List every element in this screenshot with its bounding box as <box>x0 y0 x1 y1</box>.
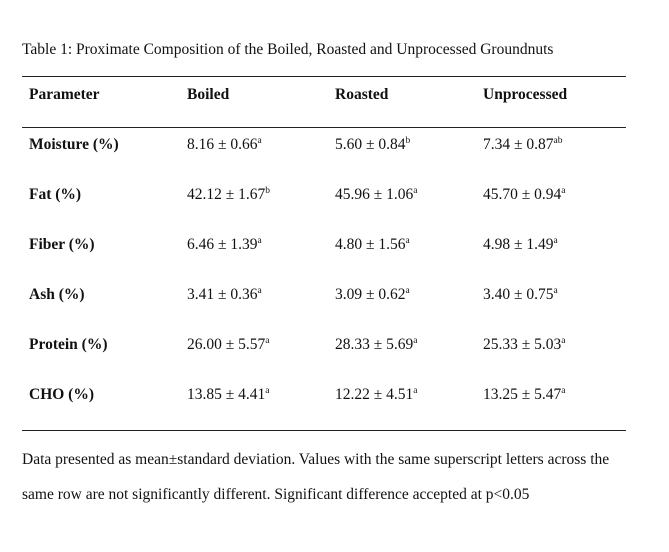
significance-superscript: ab <box>553 135 563 146</box>
table-cell-unprocessed <box>483 285 558 305</box>
cell-value: 45.96 ± 1.06 <box>335 186 414 203</box>
cell-value: 13.85 ± 4.41 <box>187 386 266 403</box>
table-cell-boiled <box>187 285 262 305</box>
cell-value: 12.22 ± 4.51 <box>335 386 414 403</box>
cell-value: 3.40 ± 0.75 <box>483 286 554 303</box>
table-cell-boiled <box>187 235 262 255</box>
table-cell-roasted <box>335 185 417 205</box>
table-top-rule <box>22 76 626 77</box>
table-cell-roasted <box>335 135 410 155</box>
significance-superscript: a <box>561 385 566 396</box>
table-cell-unprocessed <box>483 135 562 155</box>
cell-value: 4.98 ± 1.49 <box>483 236 554 253</box>
header-unprocessed: Unprocessed <box>483 86 568 103</box>
table-row-parameter: Fiber (%) <box>29 236 95 253</box>
significance-superscript: a <box>257 235 262 246</box>
table-cell-unprocessed <box>483 385 565 405</box>
table-cell-boiled <box>187 335 269 355</box>
header-parameter: Parameter <box>29 86 100 103</box>
significance-superscript: a <box>561 335 566 346</box>
table-row-parameter: CHO (%) <box>29 386 95 403</box>
table-row-parameter: Fat (%) <box>29 186 82 203</box>
table-caption: Table 1: Proximate Composition of the Boiled, Roasted and Unprocessed Groundnuts <box>22 41 554 58</box>
table-row-parameter: Protein (%) <box>29 336 108 353</box>
cell-value: 25.33 ± 5.03 <box>483 336 562 353</box>
table-cell-roasted <box>335 335 417 355</box>
significance-superscript: a <box>561 185 566 196</box>
cell-value: 28.33 ± 5.69 <box>335 336 414 353</box>
cell-value: 13.25 ± 5.47 <box>483 386 562 403</box>
cell-value: 8.16 ± 0.66 <box>187 136 258 153</box>
cell-value: 6.46 ± 1.39 <box>187 236 258 253</box>
significance-superscript: a <box>405 235 410 246</box>
cell-value: 3.41 ± 0.36 <box>187 286 258 303</box>
table-cell-unprocessed <box>483 335 565 355</box>
header-boiled: Boiled <box>187 86 230 103</box>
cell-value: 7.34 ± 0.87 <box>483 136 554 153</box>
header-roasted: Roasted <box>335 86 389 103</box>
cell-value: 4.80 ± 1.56 <box>335 236 406 253</box>
table-cell-unprocessed <box>483 235 558 255</box>
table-cell-roasted <box>335 235 410 255</box>
cell-value: 5.60 ± 0.84 <box>335 136 406 153</box>
significance-superscript: a <box>413 385 418 396</box>
significance-superscript: a <box>413 185 418 196</box>
table-row-parameter: Ash (%) <box>29 286 85 303</box>
table-cell-roasted <box>335 385 417 405</box>
significance-superscript: a <box>257 135 262 146</box>
significance-superscript: a <box>553 285 558 296</box>
significance-superscript: a <box>265 385 270 396</box>
significance-superscript: a <box>257 285 262 296</box>
table-cell-boiled <box>187 185 270 205</box>
table-header-rule <box>22 127 626 128</box>
table-cell-boiled <box>187 135 262 155</box>
cell-value: 3.09 ± 0.62 <box>335 286 406 303</box>
cell-value: 45.70 ± 0.94 <box>483 186 562 203</box>
table-row-parameter: Moisture (%) <box>29 136 119 153</box>
cell-value: 42.12 ± 1.67 <box>187 186 266 203</box>
table-cell-boiled <box>187 385 269 405</box>
significance-superscript: a <box>553 235 558 246</box>
table-cell-unprocessed <box>483 185 565 205</box>
significance-superscript: a <box>413 335 418 346</box>
table-note-line-1: Data presented as mean±standard deviation. Values with the same superscript letters across the <box>22 451 610 468</box>
significance-superscript: b <box>265 185 271 196</box>
table-cell-roasted <box>335 285 410 305</box>
table-bottom-rule <box>22 430 626 431</box>
significance-superscript: a <box>265 335 270 346</box>
cell-value: 26.00 ± 5.57 <box>187 336 266 353</box>
table-note-line-2: same row are not significantly different. Significant difference accepted at p<0.05 <box>22 486 530 503</box>
significance-superscript: a <box>405 285 410 296</box>
significance-superscript: b <box>405 135 411 146</box>
